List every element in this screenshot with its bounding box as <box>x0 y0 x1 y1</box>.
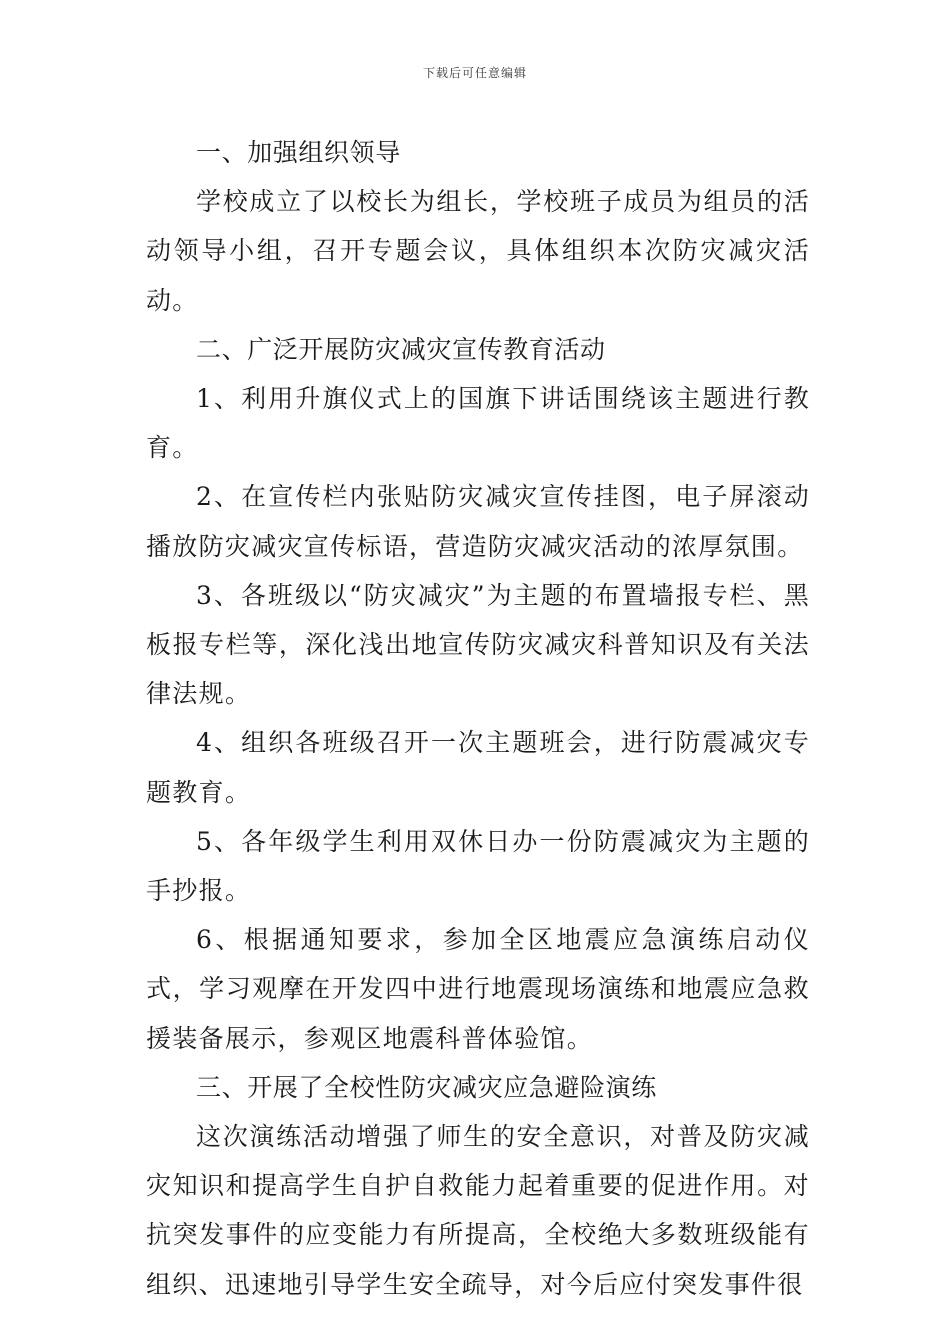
download-note: 下载后可任意编辑 <box>422 66 527 80</box>
body-paragraph: 学校成立了以校长为组长，学校班子成员为组员的活动领导小组，召开专题会议，具体组织本次防灾减灾活动。 <box>146 187 810 315</box>
list-item: 1、利用升旗仪式上的国旗下讲话围绕该主题进行教育。 <box>146 384 810 463</box>
body-paragraph: 这次演练活动增强了师生的安全意识，对普及防灾减灾知识和提高学生自护自救能力起着重要的促进作用。对抗突发事件的应变能力有所提高，全校绝大多数班级能有组织、迅速地引导学生安全疏导，对今后应付突发事件很 <box>146 1122 810 1299</box>
list-item: 2、在宣传栏内张贴防灾减灾宣传挂图，电子屏滚动播放防灾减灾宣传标语，营造防灾减灾活动的浓厚氛围。 <box>146 482 810 561</box>
section-heading: 三、开展了全校性防灾减灾应急避险演练 <box>196 1072 657 1102</box>
list-item: 4、组织各班级召开一次主题班会，进行防震减灾专题教育。 <box>146 728 810 807</box>
list-item: 3、各班级以“防灾减灾”为主题的布置墙报专栏、黑板报专栏等，深化浅出地宣传防灾减灾科普知识及有关法律法规。 <box>146 580 810 709</box>
section-heading: 二、广泛开展防灾减灾宣传教育活动 <box>196 334 606 364</box>
section-heading: 一、加强组织领导 <box>196 138 401 167</box>
document-body <box>146 128 810 1309</box>
list-item: 6、根据通知要求，参加全区地震应急演练启动仪式，学习观摩在开发四中进行地震现场演练和地震应急救援装备展示，参观区地震科普体验馆。 <box>146 925 810 1053</box>
list-item: 5、各年级学生利用双休日办一份防震减灾为主题的手抄报。 <box>146 826 810 906</box>
